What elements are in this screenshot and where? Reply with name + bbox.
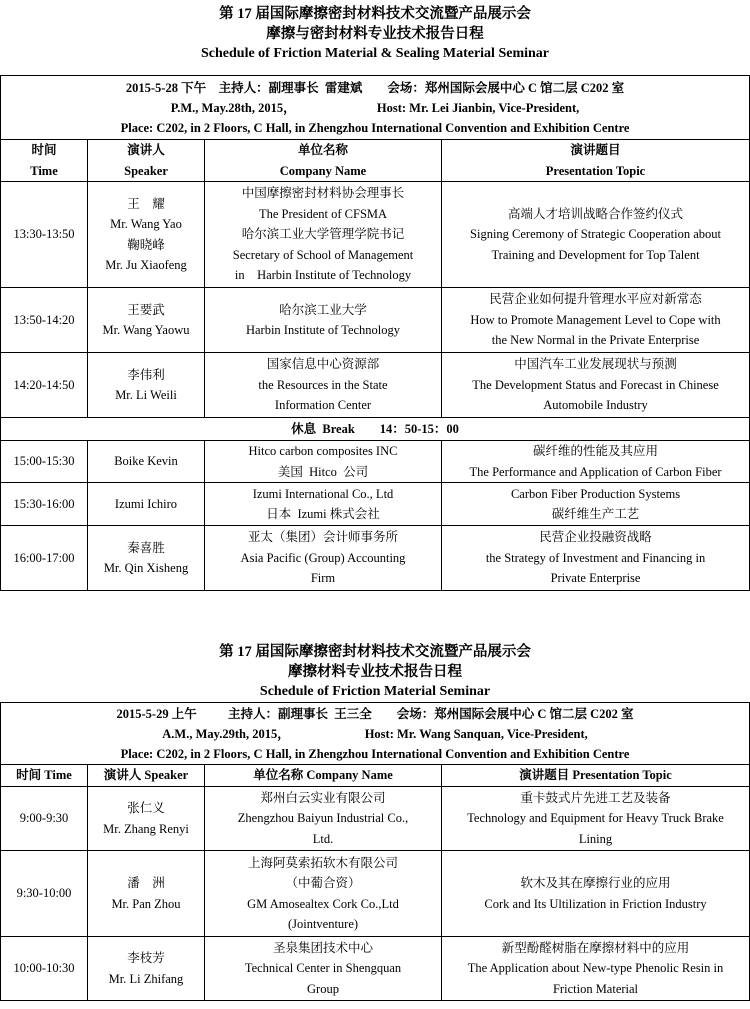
row-company: 国家信息中心资源部 the Resources in the State Information Center: [205, 353, 442, 418]
row-speaker: 张仁义 Mr. Zhang Renyi: [88, 787, 205, 851]
row-topic: 民营企业如何提升管理水平应对新常态 How to Promote Management Level to Cope with the New Normal in the Private Enterprise: [442, 288, 750, 353]
section-1-title-cn2: 摩擦与密封材料专业技术报告日程: [266, 26, 484, 42]
table-row: [1, 526, 750, 591]
schedule-table-1: [0, 75, 750, 591]
section-1-title-en: Schedule of Friction Material & Sealing Material Seminar: [201, 46, 549, 61]
row-topic: 新型酚醛树脂在摩擦材料中的应用 The Application about New-type Phenolic Resin in Friction Material: [442, 937, 750, 1001]
row-speaker: 王要武 Mr. Wang Yaowu: [88, 288, 205, 353]
row-topic: 民营企业投融资战略 the Strategy of Investment and Financing in Private Enterprise: [442, 526, 750, 591]
header-company: 单位名称 Company Name: [205, 140, 442, 182]
header-topic: 演讲题目 Presentation Topic: [442, 140, 750, 182]
break-row: [1, 418, 750, 441]
row-time: 9:30-10:00: [1, 851, 88, 937]
section-1-title-cn1: 第 17 届国际摩擦密封材料技术交流暨产品展示会: [219, 6, 531, 22]
section-2-title-cn1: 第 17 届国际摩擦密封材料技术交流暨产品展示会: [219, 644, 531, 660]
section-2-title-en: Schedule of Friction Material Seminar: [259, 684, 491, 699]
row-time: 9:00-9:30: [1, 787, 88, 851]
row-topic: 软木及其在摩擦行业的应用 Cork and Its Ultilization in Friction Industry: [442, 851, 750, 937]
table-row: [1, 182, 750, 288]
row-company: Hitco carbon composites INC 美国 Hitco 公司: [205, 441, 442, 483]
row-time: 13:30-13:50: [1, 182, 88, 288]
row-speaker: 李枝芳 Mr. Li Zhifang: [88, 937, 205, 1001]
header-topic: 演讲题目 Presentation Topic: [442, 765, 750, 787]
row-topic: 重卡鼓式片先进工艺及装备 Technology and Equipment for Heavy Truck Brake Lining: [442, 787, 750, 851]
schedule-table-2: [0, 702, 750, 1001]
table-row: [1, 483, 750, 526]
row-time: 14:20-14:50: [1, 353, 88, 418]
row-company: 哈尔滨工业大学 Harbin Institute of Technology: [205, 288, 442, 353]
row-speaker: 王 耀 Mr. Wang Yao 鞠晓峰 Mr. Ju Xiaofeng: [88, 182, 205, 288]
table-row: [1, 787, 750, 851]
row-speaker: 潘 洲 Mr. Pan Zhou: [88, 851, 205, 937]
row-time: 15:30-16:00: [1, 483, 88, 526]
session-info-line-2: P.M., May.28th, 2015， Host: Mr. Lei Jianbin, Vice-President,: [170, 101, 580, 115]
session-info-row: [1, 703, 750, 765]
row-speaker: Izumi Ichiro: [88, 483, 205, 526]
row-topic: 碳纤维的性能及其应用 The Performance and Application of Carbon Fiber: [442, 441, 750, 483]
row-company: 圣泉集团技术中心 Technical Center in Shengquan Group: [205, 937, 442, 1001]
row-topic: 中国汽车工业发展现状与预测 The Development Status and Forecast in Chinese Automobile Industry: [442, 353, 750, 418]
row-company: 中国摩擦密封材料协会理事长 The President of CFSMA 哈尔滨工业大学管理学院书记 Secretary of School of Management in Harbin Institute of Technology: [205, 182, 442, 288]
row-time: 13:50-14:20: [1, 288, 88, 353]
row-topic: 高端人才培训战略合作签约仪式 Signing Ceremony of Strategic Cooperation about Training and Development for Top Talent: [442, 182, 750, 288]
row-topic: Carbon Fiber Production Systems 碳纤维生产工艺: [442, 483, 750, 526]
row-company: 郑州白云实业有限公司 Zhengzhou Baiyun Industrial Co., Ltd.: [205, 787, 442, 851]
schedule-section-2: [0, 642, 750, 1001]
table-row: [1, 353, 750, 418]
section-2-header: [0, 642, 750, 702]
session-info-row: [1, 76, 750, 140]
section-1-header: [0, 0, 750, 64]
row-company: 上海阿莫索拓软木有限公司 （中葡合资） GM Amosealtex Cork Co.,Ltd (Jointventure): [205, 851, 442, 937]
session-info-line-1: 2015-5-29 上午 主持人：副理事长 王三全 会场：郑州国际会展中心 C 馆二层 C202 室: [116, 707, 634, 721]
session-info-line-3: Place: C202, in 2 Floors, C Hall, in Zhengzhou International Convention and Exhibition Centre: [120, 747, 630, 761]
header-speaker: 演讲人 Speaker: [88, 140, 205, 182]
row-time: 15:00-15:30: [1, 441, 88, 483]
session-info-line-1: 2015-5-28 下午 主持人：副理事长 雷建斌 会场：郑州国际会展中心 C 馆二层 C202 室: [125, 81, 625, 95]
table-row: [1, 851, 750, 937]
row-speaker: 秦喜胜 Mr. Qin Xisheng: [88, 526, 205, 591]
table-row: [1, 441, 750, 483]
table-row: [1, 288, 750, 353]
row-time: 16:00-17:00: [1, 526, 88, 591]
break-label: 休息 Break 14：50-15：00: [1, 418, 750, 441]
session-info-line-2: A.M., May.29th, 2015， Host: Mr. Wang Sanquan, Vice-President,: [162, 727, 588, 741]
row-speaker: 李伟利 Mr. Li Weili: [88, 353, 205, 418]
row-time: 10:00-10:30: [1, 937, 88, 1001]
table-header-row: [1, 140, 750, 182]
row-company: 亚太（集团）会计师事务所 Asia Pacific (Group) Accounting Firm: [205, 526, 442, 591]
table-header-row: [1, 765, 750, 787]
header-time: 时间 Time: [1, 140, 88, 182]
header-speaker: 演讲人 Speaker: [88, 765, 205, 787]
table-row: [1, 937, 750, 1001]
section-2-title-cn2: 摩擦材料专业技术报告日程: [288, 664, 462, 680]
header-time: 时间 Time: [1, 765, 88, 787]
session-info-line-3: Place: C202, in 2 Floors, C Hall, in Zhengzhou International Convention and Exhibition Centre: [120, 121, 630, 135]
row-company: Izumi International Co., Ltd 日本 Izumi 株式会社: [205, 483, 442, 526]
header-company: 单位名称 Company Name: [205, 765, 442, 787]
row-speaker: Boike Kevin: [88, 441, 205, 483]
